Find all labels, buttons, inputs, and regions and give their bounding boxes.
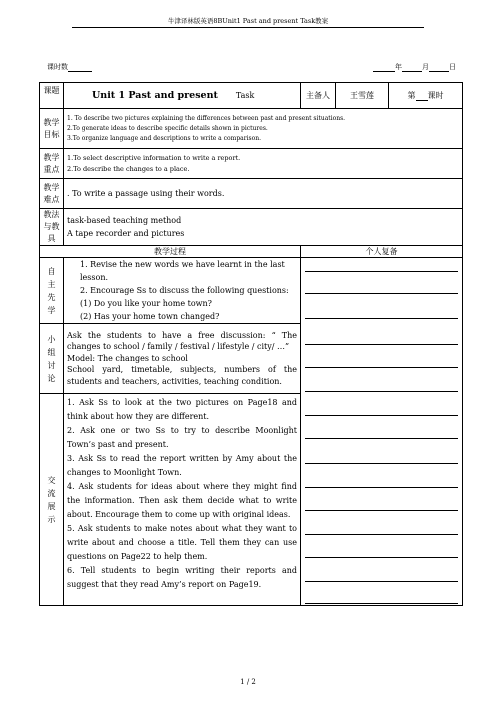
objective-item: 2.To generate ideas to describe specific details shown in pictures. [67, 124, 268, 132]
lesson-title-text: Unit 1 Past and present [92, 90, 218, 101]
group-line: Ask the students to have a free discussion: “ The changes to school / family / festival / lifestyle / city/ …” [67, 330, 297, 352]
methods-text [64, 209, 463, 246]
lesson-task: Task [235, 91, 255, 100]
key-points-list [64, 149, 463, 179]
date-line [373, 62, 456, 72]
year-blank [373, 63, 395, 72]
methods-label: 教法与教具 [40, 209, 64, 246]
exchange-item: 6. Tell students to begin writing their reports and suggest that they read Amy’s report on Page19. [67, 566, 297, 589]
self-study-content [64, 258, 301, 324]
exchange-char: 展 [47, 501, 56, 511]
topic-label: 课题 [40, 83, 64, 109]
self-study-char: 先 [47, 292, 56, 302]
note-line [305, 582, 458, 604]
note-line [305, 511, 458, 535]
group-label [40, 324, 64, 394]
objectives-list [64, 109, 463, 149]
page-number: 1 / 2 [240, 678, 256, 686]
objectives-row [40, 109, 463, 149]
period-blank [68, 63, 92, 72]
objective-item: 1. To describe two pictures explaining the differences between past and present situations. [67, 114, 346, 122]
key-point-item: 1.To select descriptive information to write a report. [67, 153, 241, 162]
difficulties-row [40, 179, 463, 209]
tools-line: A tape recorder and pictures [67, 229, 185, 238]
process-heading: 教学过程 [40, 246, 301, 258]
difficulties-label: 教学难点 [40, 179, 64, 209]
lesson-number [389, 83, 463, 109]
self-study-item: (2) Has your home town changed? [80, 312, 220, 321]
objectives-label: 教学目标 [40, 109, 64, 149]
process-heading-row [40, 246, 463, 258]
difficulties-text: . To write a passage using their words. [64, 179, 463, 209]
note-line [305, 319, 458, 345]
group-char: 小 [47, 334, 56, 344]
note-line [305, 368, 458, 392]
topic-row [40, 83, 463, 109]
exchange-char: 流 [47, 488, 56, 498]
note-line [305, 258, 458, 272]
key-points-label: 教学重点 [40, 149, 64, 179]
lesson-prefix: 第 [407, 91, 416, 100]
note-line [305, 488, 458, 511]
key-points-row [40, 149, 463, 179]
note-line [305, 535, 458, 558]
exchange-content [64, 394, 301, 606]
note-line [305, 294, 458, 319]
methods-row [40, 209, 463, 246]
lesson-suffix: 课时 [427, 91, 444, 100]
month-blank [402, 63, 422, 72]
exchange-item: 1. Ask Ss to look at the two pictures on Page18 and think about how they are different. [67, 398, 297, 421]
exchange-item: 2. Ask one or two Ss to try to describe Moonlight Town’s past and present. [67, 426, 297, 449]
day-label: 日 [449, 63, 456, 71]
note-line [305, 558, 458, 582]
method-line: task-based teaching method [67, 216, 182, 225]
key-point-item: 2.To describe the changes to a place. [67, 164, 190, 173]
self-study-item: 2. Encourage Ss to discuss the following questions: [80, 286, 289, 295]
preparer-name: 王雪莲 [336, 83, 389, 109]
note-line [305, 272, 458, 294]
notes-heading: 个人复备 [301, 246, 463, 258]
period-count [47, 62, 92, 72]
exchange-char: 交 [47, 475, 56, 485]
header-rule [72, 27, 424, 28]
self-study-row [40, 258, 463, 324]
year-label: 年 [395, 63, 402, 71]
month-label: 月 [422, 63, 429, 71]
exchange-char: 示 [47, 514, 56, 524]
group-content [64, 324, 301, 394]
exchange-item: 4. Ask students for ideas about where they might find the information. Then ask them decide what to write about. Encourage them to come up with original ideas. [67, 482, 297, 519]
preparer-label: 主备人 [301, 83, 336, 109]
day-blank [429, 63, 449, 72]
notes-area [301, 258, 463, 606]
self-study-item: (1) Do you like your home town? [80, 299, 212, 308]
exchange-item: 3. Ask Ss to read the report written by Amy about the changes to Moonlight Town. [67, 454, 297, 477]
note-line [305, 439, 458, 464]
group-line: School yard, timetable, subjects, numbers of the students and teachers, activities, teaching condition. [67, 365, 297, 386]
note-line [305, 464, 458, 488]
exchange-item: 5. Ask students to make notes about what they want to write about and choose a title. Tell them they can use questions on Page22 to help them. [67, 524, 297, 561]
group-char: 讨 [47, 360, 56, 370]
group-char: 组 [47, 347, 56, 357]
group-char: 论 [47, 373, 56, 383]
running-header: 牛津译林版英语8BUnit1 Past and present Task教案 [167, 17, 329, 25]
self-study-char: 学 [47, 305, 56, 315]
lesson-blank [416, 92, 428, 101]
lesson-title [64, 83, 301, 109]
period-label: 课时数 [47, 63, 68, 71]
objective-item: 3.To organize language and descriptions to write a comparison. [67, 134, 262, 142]
note-line [305, 416, 458, 439]
group-model: Model: The changes to school [67, 353, 188, 363]
note-line [305, 392, 458, 416]
lesson-plan-table [39, 82, 463, 606]
self-study-label [40, 258, 64, 324]
self-study-char: 自 [47, 266, 56, 276]
self-study-char: 主 [47, 279, 56, 289]
self-study-item: 1. Revise the new words we have learnt in the last lesson. [80, 260, 285, 282]
exchange-label [40, 394, 64, 606]
note-line [305, 345, 458, 368]
